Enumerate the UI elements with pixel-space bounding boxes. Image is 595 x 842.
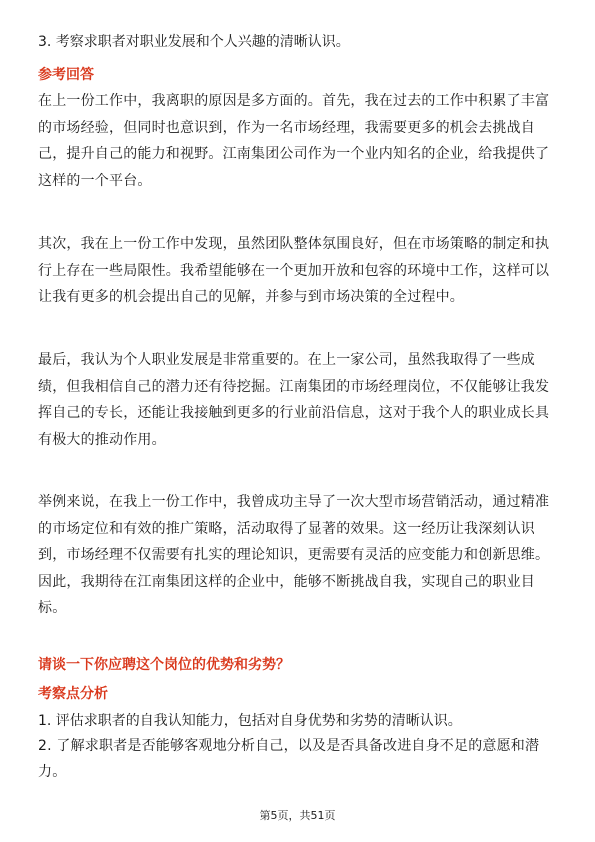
answer-paragraph-1: 在上一份工作中，我离职的原因是多方面的。首先，我在过去的工作中积累了丰富的市场经验，但同时也意识到，作为一名市场经理，我需要更多的机会去挑战自己，提升自己的能力和视野。江南集团公司作为一个业内知名的企业，给我提供了这样的一个平台。 <box>38 93 550 189</box>
question-point-3: 3. 考察求职者对职业发展和个人兴趣的清晰认识。 <box>38 34 350 50</box>
analysis-item-1: 1. 评估求职者的自我认知能力，包括对自身优势和劣势的清晰认识。 <box>38 713 462 729</box>
page-footer: 第5页，共51页 <box>259 809 336 822</box>
interview-question: 请谈一下你应聘这个岗位的优势和劣势？ <box>38 657 290 673</box>
analysis-item-2: 2. 了解求职者是否能够客观地分析自己，以及是否具备改进自身不足的意愿和潜力。 <box>38 738 540 780</box>
analysis-heading: 考察点分析 <box>38 686 108 702</box>
answer-heading: 参考回答 <box>38 67 94 83</box>
answer-paragraph-3: 最后，我认为个人职业发展是非常重要的。在上一家公司，虽然我取得了一些成绩，但我相信自己的潜力还有待挖掘。江南集团的市场经理岗位，不仅能够让我发挥自己的专长，还能让我接触到更多的行业前沿信息，这对于我个人的职业成长具有极大的推动作用。 <box>38 352 550 448</box>
answer-paragraph-4: 举例来说，在我上一份工作中，我曾成功主导了一次大型市场营销活动，通过精准的市场定位和有效的推广策略，活动取得了显著的效果。这一经历让我深刻认识到，市场经理不仅需要有扎实的理论知识，更需要有灵活的应变能力和创新思维。因此，我期待在江南集团这样的企业中，能够不断挑战自我，实现自己的职业目标。 <box>38 494 550 616</box>
answer-paragraph-2: 其次，我在上一份工作中发现，虽然团队整体氛围良好，但在市场策略的制定和执行上存在一些局限性。我希望能够在一个更加开放和包容的环境中工作，这样可以让我有更多的机会提出自己的见解，并参与到市场决策的全过程中。 <box>38 236 550 305</box>
